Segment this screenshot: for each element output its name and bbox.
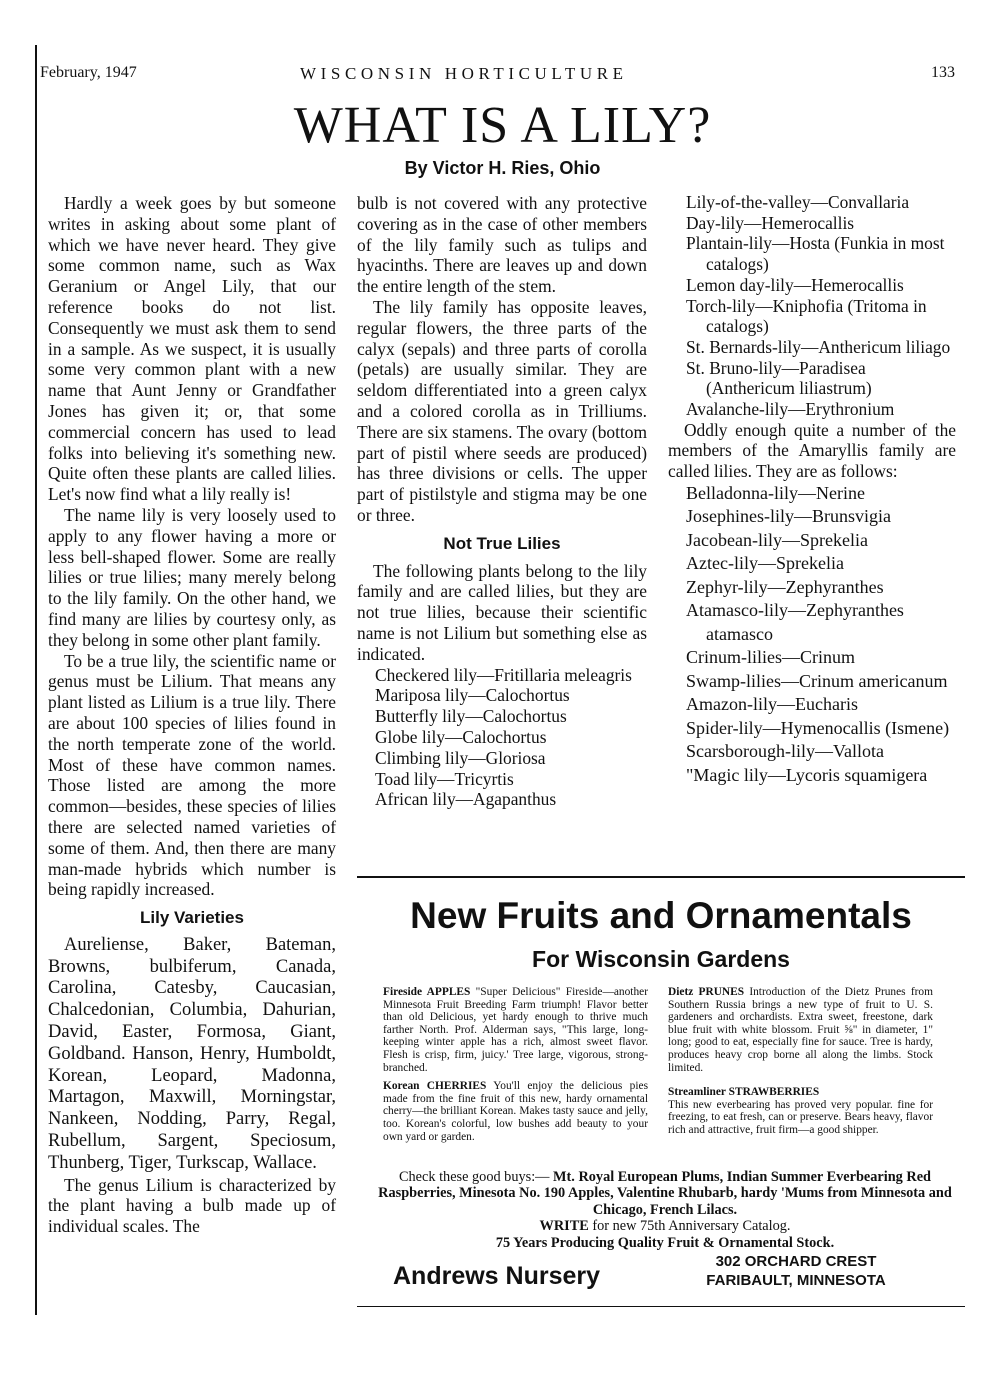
list-item: Lily-of-the-valley—Convallaria bbox=[686, 192, 910, 212]
article-column-3 bbox=[668, 192, 956, 787]
section-heading-lily-varieties: Lily Varieties bbox=[140, 908, 244, 928]
article-byline: By Victor H. Ries, Ohio bbox=[404, 158, 601, 178]
paragraph: The lily family has opposite leaves, regular flowers, the three parts of the calyx (sepals) and three parts of corolla (petals) are usually similar. They are seldom differentiated into a green calyx and a colored corolla as in Trilliums. There are six stamens. The ovary (bottom part of pistil where seeds are produced) has three divisions or cells. The upper part of pistilstyle and stigma may be one or three. bbox=[357, 296, 647, 525]
ad-write-label: WRITE bbox=[539, 1218, 589, 1235]
paragraph: Hardly a week goes by but someone writes in asking about some plant of which we have never heard. They give some common name, such as Wax Geranium or Angel Lily, that our reference books do not list. Consequently we must ask them to send in a sample. As we suspect, it is usually some very common plant with a new name that Aunt Jenny or Grandfather Jones has given it; or, that some commercial concern has used to lead folks into believing it's something new. Quite often these plants are called lilies. Let's now find what a lily really is! bbox=[48, 193, 336, 505]
list-item: Spider-lily—Hymenocallis (Ismene) bbox=[686, 717, 950, 738]
ad-strawberries-lead: Streamliner STRAWBERRIES bbox=[668, 1086, 820, 1099]
page-number: 133 bbox=[931, 64, 955, 81]
article-column-2 bbox=[357, 193, 647, 810]
issue-date: February, 1947 bbox=[40, 64, 137, 81]
list-item: "Magic lily—Lycoris squamigera bbox=[686, 764, 928, 785]
left-margin-rule bbox=[35, 45, 37, 1315]
list-item: St. Bernards-lily—Anthericum liliago bbox=[686, 336, 951, 357]
list-item: Butterfly lily—Calochortus bbox=[375, 706, 567, 727]
magazine-name: WISCONSIN HORTICULTURE bbox=[300, 64, 628, 83]
list-item: Plantain-lily—Hosta (Funkia in most catalogs) bbox=[686, 233, 945, 275]
paragraph: bulb is not covered with any protective covering as in the case of other members of the lily family such as tulips and hyacinths. There are leaves up and down the entire length of the stem. bbox=[357, 193, 647, 297]
list-item: Jacobean-lily—Sprekelia bbox=[686, 529, 868, 550]
ad-prunes-entry bbox=[668, 986, 933, 1074]
ad-apples-text: "Super Delicious" Fireside—another Minnesota Fruit Breeding Farm triumph! Flavor better than old Delicious, yet hardy enough to thrive much farther North. Prof. Alderman says, "This large, long-keeping winter apple has a rich, almost sweet flavor. Flesh is crisp, firm, juicy.' Tree large, vigorous, strong-branched. bbox=[383, 986, 648, 1074]
ad-address bbox=[680, 1252, 912, 1290]
ad-cherries-lead: Korean CHERRIES bbox=[383, 1080, 487, 1093]
ad-check-products: Mt. Royal European Plums, Indian Summer Everbearing Red Raspberries, Minesota No. 190 Apples, Valentine Rhubarb, hardy 'Mums from Minnesota and Chicago, French Lilacs. bbox=[378, 1169, 952, 1218]
list-item: Scarsborough-lily—Vallota bbox=[686, 741, 884, 762]
ad-top-rule bbox=[357, 876, 965, 878]
list-item: Mariposa lily—Calochortus bbox=[375, 685, 570, 706]
list-item: Aztec-lily—Sprekelia bbox=[686, 553, 844, 574]
ad-title: New Fruits and Ornamentals bbox=[410, 895, 912, 936]
article-column-1 bbox=[48, 193, 336, 1237]
ad-address-city: FARIBAULT, MINNESOTA bbox=[706, 1272, 886, 1289]
list-item: Josephines-lily—Brunsvigia bbox=[686, 506, 891, 527]
list-item: Day-lily—Hemerocallis bbox=[686, 212, 855, 233]
list-item: St. Bruno-lily—Paradisea (Anthericum liliastrum) bbox=[686, 357, 872, 399]
ad-column-2 bbox=[668, 986, 933, 1143]
ad-check-lead: Check these good buys:— bbox=[398, 1169, 554, 1185]
list-item: Atamasco-lily—Zephyranthes atamasco bbox=[686, 600, 904, 644]
section-heading-not-true-lilies: Not True Lilies bbox=[443, 533, 561, 553]
ad-column-1 bbox=[383, 986, 648, 1149]
paragraph: The name lily is very loosely used to apply to any flower having a more or less bell-shaped flower. Some are really lilies or true lilies; many merely belong to the lily family. On the other hand, we find many are lilies by courtesy only, as they belong in some other plant family. bbox=[48, 504, 336, 650]
list-item: Zephyr-lily—Zephyranthes bbox=[686, 576, 884, 597]
list-item: Globe lily—Calochortus bbox=[375, 726, 547, 747]
ad-address-street: 302 ORCHARD CREST bbox=[715, 1253, 877, 1270]
ad-strawberries-entry bbox=[668, 1086, 933, 1136]
paragraph: The following plants belong to the lily family and are called lilies, but they are not true lilies, because their scientific name is not Lilium but something else as indicated. bbox=[357, 560, 647, 664]
ad-write-text: for new 75th Anniversary Catalog. bbox=[588, 1218, 791, 1235]
paragraph: Oddly enough quite a number of the members of the Amaryllis family are called lilies. They are as follows: bbox=[668, 419, 956, 482]
list-item: Belladonna-lily—Nerine bbox=[686, 482, 865, 503]
list-item: Climbing lily—Gloriosa bbox=[375, 747, 546, 768]
list-item: Swamp-lilies—Crinum americanum bbox=[686, 670, 948, 691]
ad-strawberries-text: This new everbearing has proved very popular. fine for freezing, to eat fresh, can or preserve. Bears heavy, flavor rich and attractive, fruit firm—a good shipper. bbox=[668, 1098, 933, 1136]
list-item: Toad lily—Tricyrtis bbox=[375, 768, 514, 789]
ad-cherries-entry bbox=[383, 1080, 648, 1143]
list-item: African lily—Agapanthus bbox=[375, 789, 557, 810]
ad-bottom-rule bbox=[357, 1306, 965, 1307]
paragraph: To be a true lily, the scientific name or genus must be Lilium. That means any plant listed as Lilium is a true lily. There are about 100 species of lilies found in the north temperate zone of the world. Most of these have common names. Those listed are among the more common—besides, these species of lilies there are selected named varieties of some of them. And, then there are many man-made hybrids which number is being rapidly increased. bbox=[48, 650, 336, 900]
ad-cherries-text: You'll enjoy the delicious pies made from the fine fruit of this new, hardy ornamental cherry—the brilliant Korean. Makes tasty sauce and jelly, too. Korean's colorful, low bushes add beauty to your own yard or garden. bbox=[383, 1080, 648, 1143]
paragraph: The genus Lilium is characterized by the plant having a bulb made up of individual scales. The bbox=[48, 1174, 336, 1237]
ad-prunes-lead: Dietz PRUNES bbox=[668, 986, 745, 998]
ad-check-these bbox=[370, 1169, 960, 1251]
list-item: Avalanche-lily—Erythronium bbox=[686, 399, 895, 420]
list-item: Lemon day-lily—Hemerocallis bbox=[686, 274, 904, 295]
ad-apples-entry bbox=[383, 986, 648, 1074]
ad-nursery-name: Andrews Nursery bbox=[393, 1262, 601, 1290]
ad-subtitle: For Wisconsin Gardens bbox=[532, 946, 790, 972]
list-item: Amazon-lily—Eucharis bbox=[686, 694, 858, 715]
ad-quality-line: 75 Years Producing Quality Fruit & Ornamental Stock. bbox=[495, 1234, 835, 1251]
article-title: WHAT IS A LILY? bbox=[293, 97, 712, 154]
lily-varieties-list: Aureliense, Baker, Bateman, Browns, bulbiferum, Canada, Carolina, Catesby, Caucasian, Chalcedonian, Columbia, Dahurian, David, Easter, Formosa, Giant, Goldband. Hanson, Henry, Humboldt, Korean, Leopard, Madonna, Martagon, Maxwill, Morningstar, Nankeen, Nodding, Parry, Regal, Rubellum, Sargent, Speciosum, Thunberg, Tiger, Turkscap, Wallace. bbox=[48, 934, 336, 1173]
list-item: Crinum-lilies—Crinum bbox=[686, 647, 855, 668]
ad-apples-lead: Fireside APPLES bbox=[383, 986, 471, 998]
ad-prunes-text: Introduction of the Dietz Prunes from Southern Russia brings a new type of fruit to U. S. gardeners and orchardists. Extra sweet, freestone, dark blue fruit with white blossom. Fruit ⅝" in diameter, 1" long; good to eat, especially fine for sauce. Tree is hardy, produces heavy crop borne all along the limbs. Stock limited. bbox=[668, 986, 933, 1074]
list-item: Checkered lily—Fritillaria meleagris bbox=[375, 664, 632, 685]
list-item: Torch-lily—Kniphofia (Tritoma in catalogs) bbox=[686, 295, 927, 337]
